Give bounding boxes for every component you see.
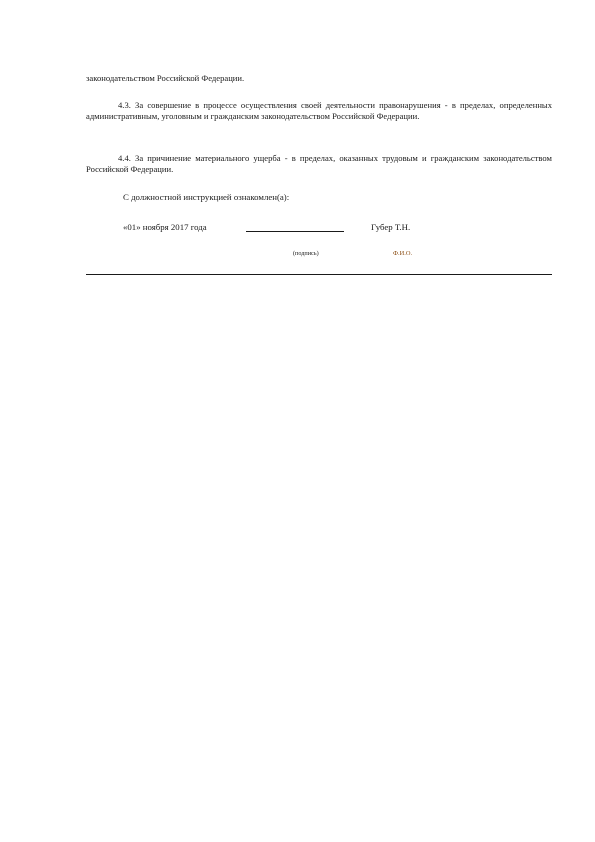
signer-name: Губер Т.Н. [371, 222, 411, 232]
paragraph-4-4-text: 4.4. За причинение материального ущерба - в пределах, оказанных трудовым и гражданским законодательством Российской Федерации. [86, 153, 552, 174]
fio-caption: Ф.И.О. [393, 250, 413, 257]
signature-date: «01» ноября 2017 года [123, 222, 207, 232]
paragraph-4-3 [86, 100, 552, 122]
signature-line [246, 231, 344, 232]
continued-text-line: законодательством Российской Федерации. [86, 73, 245, 83]
acknowledgement-text: С должностной инструкцией ознакомлен(а): [123, 192, 290, 202]
horizontal-divider [86, 274, 552, 275]
paragraph-4-3-text: 4.3. За совершение в процессе осуществления своей деятельности правонарушения - в пределах, определенных административным, уголовным и гражданским законодательством Российской Федерации. [86, 100, 552, 121]
signature-caption: (подпись) [293, 250, 319, 257]
paragraph-4-4 [86, 153, 552, 175]
